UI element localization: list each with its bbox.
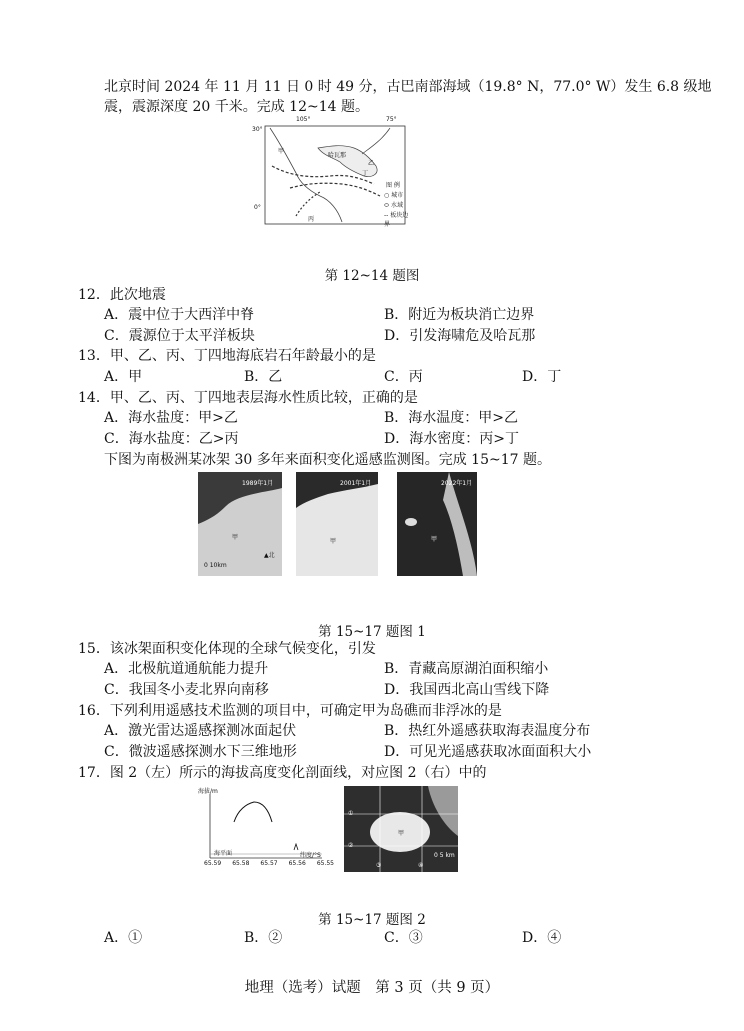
panel-2001-date: 2001年1月 xyxy=(340,480,372,487)
profile-sea-level: 海平面 xyxy=(214,850,233,857)
image-marker-jia: 甲 xyxy=(398,830,405,837)
panel-2022-date: 2022年1月 xyxy=(441,480,473,487)
q13-option-c: C．丙 xyxy=(384,369,423,385)
q12-option-b: B．附近为板块消亡边界 xyxy=(384,307,535,323)
q14-stem: 14．甲、乙、丙、丁四地表层海水性质比较，正确的是 xyxy=(78,390,418,406)
q17-option-d: D．④ xyxy=(522,930,562,946)
profile-xlabel: 纬度/°S xyxy=(300,852,321,859)
q14-option-a: A．海水盐度：甲>乙 xyxy=(104,410,238,426)
circled-2: ② xyxy=(348,842,354,849)
place-jia: 甲 xyxy=(278,148,285,155)
q12-option-a: A．震中位于大西洋中脊 xyxy=(104,307,255,323)
q16-option-c: C．微波遥感探测水下三维地形 xyxy=(104,744,297,760)
circled-1: ① xyxy=(348,810,354,817)
q14-option-d: D．海水密度：丙>丁 xyxy=(384,431,519,447)
q14-option-c: C．海水盐度：乙>丙 xyxy=(104,431,239,447)
legend-title: 图 例 xyxy=(386,182,400,189)
q14-option-b: B．海水温度：甲>乙 xyxy=(384,410,519,426)
figure-2-right-image xyxy=(344,786,458,872)
intro-line-2: 震，震源深度 20 千米。完成 12~14 题。 xyxy=(104,99,369,115)
q16-option-a: A．激光雷达遥感探测冰面起伏 xyxy=(104,723,297,739)
intro-line-1: 北京时间 2024 年 11 月 11 日 0 时 49 分，古巴南部海域（19.8° N，77.0° W）发生 6.8 级地 xyxy=(104,79,712,95)
panel-1989-scale: 0 10km xyxy=(204,562,227,569)
panel-1989-date: 1989年1月 xyxy=(242,480,274,487)
q12-stem: 12．此次地震 xyxy=(78,287,166,303)
figure-15-17-1-caption: 第 15~17 题图 1 xyxy=(318,624,426,640)
q13-option-d: D．丁 xyxy=(522,369,562,385)
circled-3: ③ xyxy=(376,862,382,869)
figure-panel-2022 xyxy=(397,472,477,576)
figure-panel-2001 xyxy=(296,472,378,576)
legend-city-label: 城市 xyxy=(391,192,404,199)
place-yi: 乙 xyxy=(368,160,375,167)
legend-boundary-label: 板块边界 xyxy=(384,212,409,228)
q16-option-b: B．热红外遥感获取海表温度分布 xyxy=(384,723,591,739)
panel-2001-marker: 甲 xyxy=(330,538,337,545)
q17-option-b: B．② xyxy=(244,930,283,946)
figure-12-14-map xyxy=(250,118,412,230)
q15-option-b: B．青藏高原湖泊面积缩小 xyxy=(384,661,549,677)
intro-15-17: 下图为南极洲某冰架 30 多年来面积变化遥感监测图。完成 15~17 题。 xyxy=(104,452,551,468)
lat-label-30: 30° xyxy=(252,126,263,133)
q15-stem: 15．该冰架面积变化体现的全球气候变化，引发 xyxy=(78,641,376,657)
image-scale: 0 5 km xyxy=(434,852,455,859)
place-bing: 丙 xyxy=(308,216,315,223)
figure-panel-1989 xyxy=(198,472,282,576)
profile-xticks xyxy=(204,860,334,867)
legend-water: ⬭ 水域 xyxy=(384,202,404,209)
q17-option-a: A．① xyxy=(104,930,143,946)
q13-option-b: B．乙 xyxy=(244,369,283,385)
xtick-4: 65.56 xyxy=(288,860,306,867)
q13-option-a: A．甲 xyxy=(104,369,143,385)
circled-4: ④ xyxy=(418,862,424,869)
q17-option-c: C．③ xyxy=(384,930,423,946)
page-footer: 地理（选考）试题 第 3 页（共 9 页） xyxy=(244,980,500,996)
q15-option-c: C．我国冬小麦北界向南移 xyxy=(104,682,269,698)
xtick-1: 65.59 xyxy=(204,860,222,867)
q17-stem: 17．图 2（左）所示的海拔高度变化剖面线，对应图 2（右）中的 xyxy=(78,765,487,781)
place-havana: 哈瓦那 xyxy=(328,152,347,159)
lat-label-0: 0° xyxy=(254,204,261,211)
legend-water-label: 水域 xyxy=(391,202,404,209)
q16-option-d: D．可见光遥感获取冰面面积大小 xyxy=(384,744,592,760)
q15-option-d: D．我国西北高山雪线下降 xyxy=(384,682,550,698)
q12-option-c: C．震源位于太平洋板块 xyxy=(104,328,255,344)
figure-15-17-2-caption: 第 15~17 题图 2 xyxy=(318,912,426,928)
legend-city: ○ 城市 xyxy=(384,192,404,199)
panel-2022-marker: 甲 xyxy=(431,536,438,543)
xtick-3: 65.57 xyxy=(260,860,278,867)
xtick-2: 65.58 xyxy=(232,860,250,867)
figure-12-14-caption: 第 12~14 题图 xyxy=(324,268,420,284)
profile-ylabel: 海拔/m xyxy=(198,788,218,795)
q15-option-a: A．北极航道通航能力提升 xyxy=(104,661,269,677)
legend-boundary: -- 板块边界 xyxy=(384,212,409,228)
figure-2-left-profile xyxy=(196,788,336,870)
place-ding: 丁 xyxy=(362,170,369,177)
q16-stem: 16．下列利用遥感技术监测的项目中，可确定甲为岛礁而非浮冰的是 xyxy=(78,703,502,719)
q12-option-d: D．引发海啸危及哈瓦那 xyxy=(384,328,536,344)
q13-stem: 13．甲、乙、丙、丁四地海底岩石年龄最小的是 xyxy=(78,348,376,364)
north-arrow: ▲北 xyxy=(264,552,275,559)
north-label: 北 xyxy=(268,552,275,559)
panel-1989-marker: 甲 xyxy=(232,534,239,541)
xtick-5: 65.55 xyxy=(316,860,334,867)
lon-label-75: 75° xyxy=(386,116,397,123)
lon-label-105: 105° xyxy=(296,116,311,123)
